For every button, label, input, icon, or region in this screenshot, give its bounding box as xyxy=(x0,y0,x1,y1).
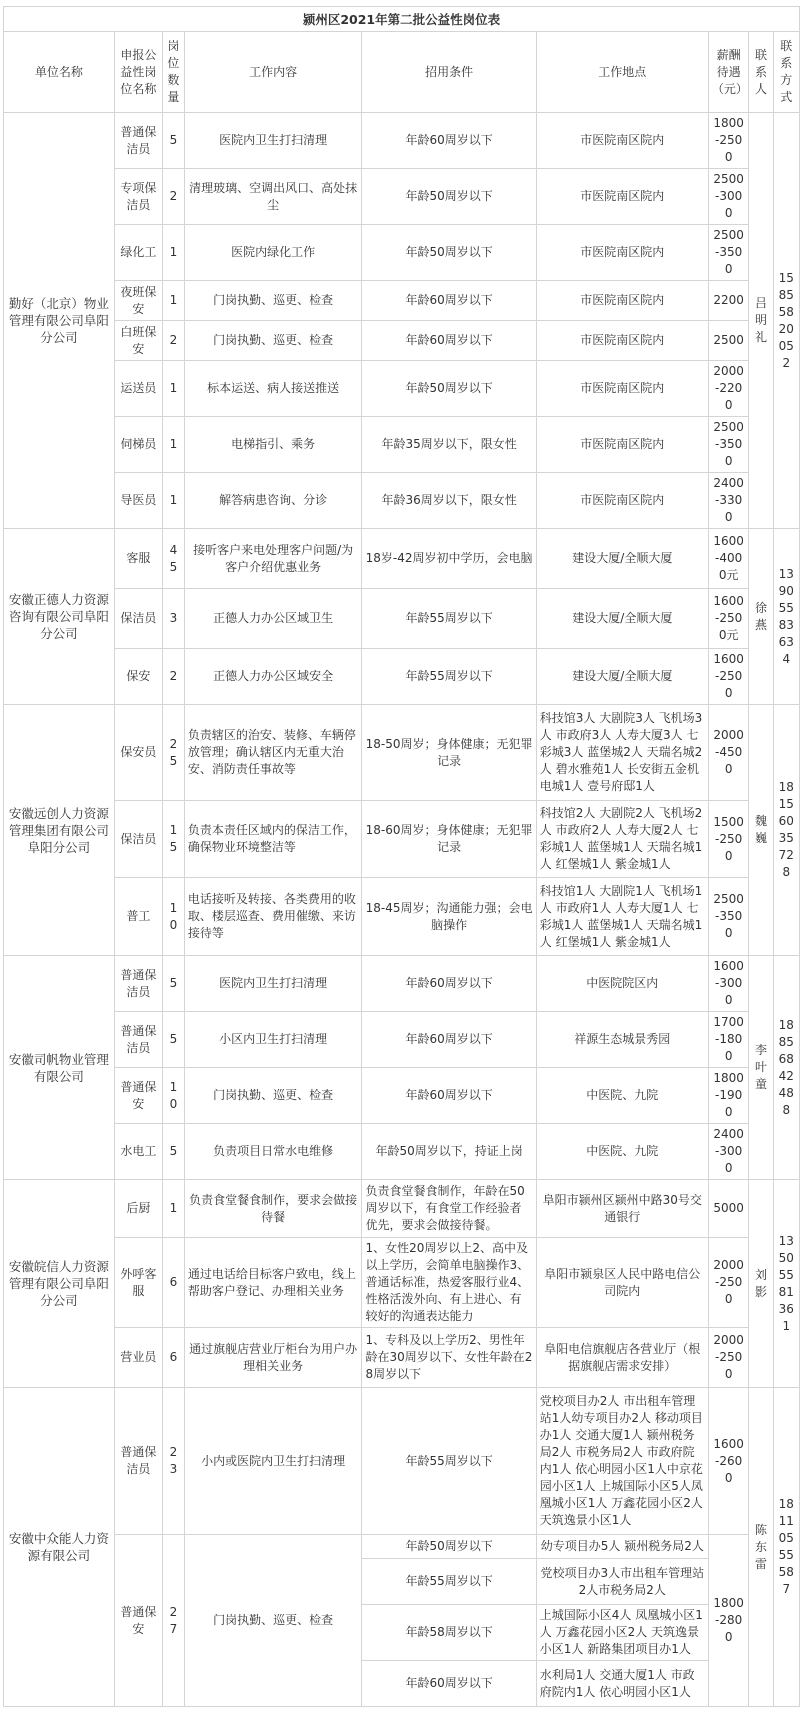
post-count: 10 xyxy=(162,1068,184,1124)
work-content: 负责本责任区域内的保洁工作，确保物业环境整洁等 xyxy=(184,801,362,878)
salary: 2500-3500 xyxy=(708,225,749,281)
requirement: 负责食堂餐食制作，年龄在50周岁以下，有食堂工作经验者优先，要求会做接待餐。 xyxy=(362,1180,536,1238)
work-place: 阜阳电信旗舰店各营业厅（根据旗舰店需求安排） xyxy=(536,1328,708,1388)
work-content: 正德人力办公区域卫生 xyxy=(184,589,362,649)
work-place: 党校项目办3人市出租车管理站2人市税务局2人 xyxy=(536,1559,708,1605)
work-place: 阜阳市颍泉区人民中路电信公司院内 xyxy=(536,1238,708,1328)
requirement: 年龄50周岁以下 xyxy=(362,169,536,225)
requirement: 年龄35周岁以下，限女性 xyxy=(362,417,536,473)
requirement: 年龄55周岁以下 xyxy=(362,1559,536,1605)
table-row xyxy=(4,225,800,281)
work-place: 上城国际小区4人 凤凰城小区1人 万鑫花园小区2人 天筑逸景小区1人 新路集团项目办1人 xyxy=(536,1605,708,1661)
post-name: 导医员 xyxy=(114,473,162,529)
post-name: 保安 xyxy=(114,649,162,705)
work-content: 门岗执勤、巡更、检查 xyxy=(184,1535,362,1707)
table-row xyxy=(4,1328,800,1388)
salary: 2000-2200 xyxy=(708,361,749,417)
requirement: 年龄60周岁以下 xyxy=(362,1012,536,1068)
contact-phone: 13505581361 xyxy=(773,1180,799,1388)
header-req: 招用条件 xyxy=(362,32,536,113)
salary: 1800-2800 xyxy=(708,1535,749,1707)
post-count: 23 xyxy=(162,1388,184,1535)
post-name: 保安员 xyxy=(114,705,162,801)
table-row xyxy=(4,956,800,1012)
work-content: 小区内卫生打扫清理 xyxy=(184,1012,362,1068)
work-content: 负责食堂餐食制作，要求会做接待餐 xyxy=(184,1180,362,1238)
salary: 2000-4500 xyxy=(708,705,749,801)
contact-person: 吕明礼 xyxy=(749,113,773,529)
contact-phone: 15855820052 xyxy=(773,113,799,529)
requirement: 年龄50周岁以下，持证上岗 xyxy=(362,1124,536,1180)
post-name: 外呼客服 xyxy=(114,1238,162,1328)
org-name: 安徽皖信人力资源管理有限公司阜阳分公司 xyxy=(4,1180,115,1388)
work-content: 正德人力办公区域安全 xyxy=(184,649,362,705)
title-row xyxy=(4,7,800,32)
salary: 1600-2500 xyxy=(708,649,749,705)
table-row xyxy=(4,113,800,169)
table-bottom-rule xyxy=(3,1706,800,1707)
salary: 1500-2500 xyxy=(708,801,749,878)
table-row xyxy=(4,321,800,361)
work-content: 医院内绿化工作 xyxy=(184,225,362,281)
post-name: 水电工 xyxy=(114,1124,162,1180)
post-count: 5 xyxy=(162,1124,184,1180)
requirement: 1、专科及以上学历2、男性年龄在30周岁以下、女性年龄在28周岁以下 xyxy=(362,1328,536,1388)
post-count: 1 xyxy=(162,1180,184,1238)
requirement: 年龄60周岁以下 xyxy=(362,1068,536,1124)
post-count: 5 xyxy=(162,956,184,1012)
work-place: 阜阳市颍州区颍州中路30号交通银行 xyxy=(536,1180,708,1238)
salary: 2400-3300 xyxy=(708,473,749,529)
header-unit: 单位名称 xyxy=(4,32,115,113)
work-place: 市医院南区院内 xyxy=(536,281,708,321)
post-name: 保洁员 xyxy=(114,589,162,649)
salary: 5000 xyxy=(708,1180,749,1238)
contact-person: 李叶童 xyxy=(749,956,773,1180)
requirement: 年龄50周岁以下 xyxy=(362,361,536,417)
work-content: 通过旗舰店营业厅柜台为用户办理相关业务 xyxy=(184,1328,362,1388)
post-count: 45 xyxy=(162,529,184,589)
header-post: 申报公益性岗位名称 xyxy=(114,32,162,113)
post-count: 25 xyxy=(162,705,184,801)
post-count: 1 xyxy=(162,281,184,321)
work-content: 解答病患咨询、分诊 xyxy=(184,473,362,529)
work-content: 小内或医院内卫生打扫清理 xyxy=(184,1388,362,1535)
table-row xyxy=(4,361,800,417)
post-name: 普通保洁员 xyxy=(114,113,162,169)
requirement: 年龄55周岁以下 xyxy=(362,589,536,649)
org-name: 安徽远创人力资源管理集团有限公司阜阳分公司 xyxy=(4,705,115,956)
post-count: 1 xyxy=(162,473,184,529)
post-name: 运送员 xyxy=(114,361,162,417)
requirement: 18-45周岁；沟通能力强；会电脑操作 xyxy=(362,878,536,956)
post-count: 15 xyxy=(162,801,184,878)
requirement: 18岁-42周岁初中学历，会电脑 xyxy=(362,529,536,589)
work-place: 市医院南区院内 xyxy=(536,473,708,529)
work-place: 市医院南区院内 xyxy=(536,417,708,473)
header-content: 工作内容 xyxy=(184,32,362,113)
header-contact: 联系人 xyxy=(749,32,773,113)
work-place: 科技馆2人 大剧院2人 飞机场2人 市政府2人 人寿大厦2人 七彩城1人 蓝堡城1人 天瑞名城1人 红堡城1人 紫金城1人 xyxy=(536,801,708,878)
contact-person: 魏巍 xyxy=(749,705,773,956)
contact-phone: 18110555587 xyxy=(773,1388,799,1707)
table-row xyxy=(4,1535,800,1559)
post-name: 普通保洁员 xyxy=(114,1012,162,1068)
post-name: 营业员 xyxy=(114,1328,162,1388)
post-count: 2 xyxy=(162,649,184,705)
requirement: 18-60周岁；身体健康；无犯罪记录 xyxy=(362,801,536,878)
work-place: 中医院、九院 xyxy=(536,1124,708,1180)
post-name: 后厨 xyxy=(114,1180,162,1238)
post-count: 2 xyxy=(162,169,184,225)
work-place: 市医院南区院内 xyxy=(536,169,708,225)
table-row xyxy=(4,1012,800,1068)
table-row xyxy=(4,473,800,529)
post-count: 1 xyxy=(162,225,184,281)
work-place: 幼专项目办5人 颍州税务局2人 xyxy=(536,1535,708,1559)
org-name: 勤好（北京）物业管理有限公司阜阳分公司 xyxy=(4,113,115,529)
table-row xyxy=(4,1180,800,1238)
work-place: 市医院南区院内 xyxy=(536,225,708,281)
requirement: 年龄36周岁以下，限女性 xyxy=(362,473,536,529)
work-place: 建设大厦/全顺大厦 xyxy=(536,529,708,589)
work-place: 科技馆1人 大剧院1人 飞机场1人 市政府1人 人寿大厦1人 七彩城1人 蓝堡城1人 天瑞名城1人 红堡城1人 紫金城1人 xyxy=(536,878,708,956)
requirement: 1、女性20周岁以上2、高中及以上学历，会简单电脑操作3、普通话标准，热爱客服行业4、性格活泼外向、有上进心、有较好的沟通表达能力 xyxy=(362,1238,536,1328)
table-row xyxy=(4,1124,800,1180)
salary: 1700-1800 xyxy=(708,1012,749,1068)
salary: 2400-3000 xyxy=(708,1124,749,1180)
work-content: 门岗执勤、巡更、检查 xyxy=(184,281,362,321)
work-content: 标本运送、病人接送推送 xyxy=(184,361,362,417)
work-content: 电话接听及转接、各类费用的收取、楼层巡查、费用催缴、来访接待等 xyxy=(184,878,362,956)
table-title: 颍州区2021年第二批公益性岗位表 xyxy=(4,7,800,32)
post-count: 2 xyxy=(162,321,184,361)
post-name: 绿化工 xyxy=(114,225,162,281)
post-count: 6 xyxy=(162,1328,184,1388)
post-count: 1 xyxy=(162,361,184,417)
table-row xyxy=(4,169,800,225)
requirement: 年龄55周岁以下 xyxy=(362,649,536,705)
table-row xyxy=(4,281,800,321)
work-content: 负责辖区的治安、装修、车辆停放管理；确认辖区内无重大治安、消防责任事故等 xyxy=(184,705,362,801)
post-count: 5 xyxy=(162,1012,184,1068)
salary: 1600-3000 xyxy=(708,956,749,1012)
post-count: 3 xyxy=(162,589,184,649)
post-count: 1 xyxy=(162,417,184,473)
table-row xyxy=(4,589,800,649)
requirement: 年龄55周岁以下 xyxy=(362,1388,536,1535)
salary: 1600-2600 xyxy=(708,1388,749,1535)
header-place: 工作地点 xyxy=(536,32,708,113)
requirement: 年龄60周岁以下 xyxy=(362,321,536,361)
org-name: 安徽司帆物业管理有限公司 xyxy=(4,956,115,1180)
table-row xyxy=(4,529,800,589)
post-name: 普工 xyxy=(114,878,162,956)
post-count: 6 xyxy=(162,1238,184,1328)
work-content: 门岗执勤、巡更、检查 xyxy=(184,1068,362,1124)
work-content: 清理玻璃、空调出风口、高处抹尘 xyxy=(184,169,362,225)
requirement: 年龄58周岁以下 xyxy=(362,1605,536,1661)
header-phone: 联系方式 xyxy=(773,32,799,113)
post-name: 专项保洁员 xyxy=(114,169,162,225)
work-content: 通过电话给目标客户致电，线上帮助客户登记、办理相关业务 xyxy=(184,1238,362,1328)
salary: 1800-1900 xyxy=(708,1068,749,1124)
contact-phone: 18156035728 xyxy=(773,705,799,956)
salary: 1800-2500 xyxy=(708,113,749,169)
work-place: 祥源生态城景秀园 xyxy=(536,1012,708,1068)
header-pay: 薪酬待遇（元） xyxy=(708,32,749,113)
salary: 2500-3500 xyxy=(708,878,749,956)
work-place: 建设大厦/全顺大厦 xyxy=(536,589,708,649)
post-name: 普通保安 xyxy=(114,1068,162,1124)
salary: 2500-3500 xyxy=(708,417,749,473)
post-name: 普通保洁员 xyxy=(114,1388,162,1535)
contact-person: 徐燕 xyxy=(749,529,773,705)
contact-person: 陈东雷 xyxy=(749,1388,773,1707)
work-place: 市医院南区院内 xyxy=(536,113,708,169)
post-name: 夜班保安 xyxy=(114,281,162,321)
salary: 2000-2500 xyxy=(708,1238,749,1328)
requirement: 年龄60周岁以下 xyxy=(362,1661,536,1707)
salary: 2500-3000 xyxy=(708,169,749,225)
work-place: 中医院院区内 xyxy=(536,956,708,1012)
table-row xyxy=(4,801,800,878)
requirement: 年龄60周岁以下 xyxy=(362,281,536,321)
work-place: 中医院、九院 xyxy=(536,1068,708,1124)
table-row xyxy=(4,1388,800,1535)
job-table xyxy=(3,6,800,1707)
salary: 2000-2500 xyxy=(708,1328,749,1388)
post-name: 白班保安 xyxy=(114,321,162,361)
salary: 1600-2500元 xyxy=(708,589,749,649)
work-content: 电梯指引、乘务 xyxy=(184,417,362,473)
work-place: 党校项目办2人 市出租车管理站1人幼专项目办2人 移动项目办1人 交通大厦1人 颍州税务局2人 市税务局2人 市政府院内1人 依心明园小区1人中京花园小区1人 上城国际小区5人凤凰城小区1人 万鑫花园小区2人 天筑逸景小区1人 xyxy=(536,1388,708,1535)
table-row xyxy=(4,649,800,705)
post-count: 27 xyxy=(162,1535,184,1707)
requirement: 18-50周岁；身体健康；无犯罪记录 xyxy=(362,705,536,801)
work-content: 接听客户来电处理客户问题/为客户介绍优惠业务 xyxy=(184,529,362,589)
salary: 2200 xyxy=(708,281,749,321)
work-content: 医院内卫生打扫清理 xyxy=(184,113,362,169)
requirement: 年龄60周岁以下 xyxy=(362,113,536,169)
table-row xyxy=(4,417,800,473)
contact-phone: 18856842488 xyxy=(773,956,799,1180)
salary: 2500 xyxy=(708,321,749,361)
post-name: 普通保安 xyxy=(114,1535,162,1707)
table-row xyxy=(4,705,800,801)
requirement: 年龄60周岁以下 xyxy=(362,956,536,1012)
work-place: 水利局1人 交通大厦1人 市政府院内1人 依心明园小区1人 xyxy=(536,1661,708,1707)
contact-phone: 13905583634 xyxy=(773,529,799,705)
work-place: 市医院南区院内 xyxy=(536,321,708,361)
header-count: 岗位数量 xyxy=(162,32,184,113)
work-place: 市医院南区院内 xyxy=(536,361,708,417)
post-name: 客服 xyxy=(114,529,162,589)
salary: 1600-4000元 xyxy=(708,529,749,589)
work-content: 医院内卫生打扫清理 xyxy=(184,956,362,1012)
table-row xyxy=(4,1068,800,1124)
table-row xyxy=(4,1238,800,1328)
post-count: 5 xyxy=(162,113,184,169)
header-row xyxy=(4,32,800,113)
org-name: 安徽正德人力资源咨询有限公司阜阳分公司 xyxy=(4,529,115,705)
contact-person: 刘影 xyxy=(749,1180,773,1388)
work-place: 科技馆3人 大剧院3人 飞机场3人 市政府3人 人寿大厦3人 七彩城3人 蓝堡城2人 天瑞名城2人 碧水雅苑1人 长安街五金机电城1人 壹号府邸1人 xyxy=(536,705,708,801)
post-count: 10 xyxy=(162,878,184,956)
work-content: 门岗执勤、巡更、检查 xyxy=(184,321,362,361)
requirement: 年龄50周岁以下 xyxy=(362,225,536,281)
work-content: 负责项目日常水电维修 xyxy=(184,1124,362,1180)
post-name: 伺梯员 xyxy=(114,417,162,473)
post-name: 普通保洁员 xyxy=(114,956,162,1012)
work-place: 建设大厦/全顺大厦 xyxy=(536,649,708,705)
table-row xyxy=(4,878,800,956)
org-name: 安徽中众能人力资源有限公司 xyxy=(4,1388,115,1707)
requirement: 年龄50周岁以下 xyxy=(362,1535,536,1559)
post-name: 保洁员 xyxy=(114,801,162,878)
